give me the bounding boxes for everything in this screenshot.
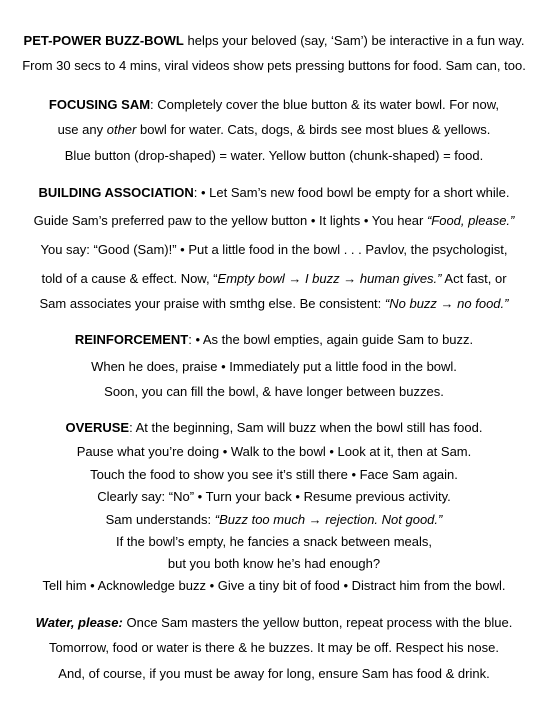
overuse-line-7: but you both know he’s had enough? xyxy=(167,556,381,571)
overuse-line-2: Pause what you’re doing • Walk to the bowl • Look at it, then at Sam. xyxy=(76,444,472,459)
focusing-line-2-b: bowl for water. Cats, dogs, & birds see most blues & yellows. xyxy=(136,122,491,137)
building-line-5-quote: “No buzz → no food.” xyxy=(384,296,509,311)
focusing-line-2-emphasis: other xyxy=(106,122,137,137)
reinforcement-line-1-text: : • As the bowl empties, again guide Sam to buzz. xyxy=(188,332,474,347)
intro-line-1-text: helps your beloved (say, ‘Sam’) be interactive in a fun way. xyxy=(183,33,525,48)
building-line-5 xyxy=(0,295,548,312)
building-line-4-quote: Empty bowl → I buzz → human gives.” xyxy=(217,271,442,286)
reinforcement-line-3: Soon, you can fill the bowl, & have longer between buzzes. xyxy=(104,384,444,399)
focusing-line-1-text: : Completely cover the blue button & its water bowl. For now, xyxy=(150,97,500,112)
water-line-1 xyxy=(0,614,548,631)
focusing-line-2-a: use any xyxy=(57,122,107,137)
building-heading: BUILDING ASSOCIATION xyxy=(38,185,194,200)
water-line-2: Tomorrow, food or water is there & he buzzes. It may be off. Respect his nose. xyxy=(49,640,499,655)
focusing-line-2 xyxy=(0,121,548,138)
focusing-line-1 xyxy=(0,96,548,113)
building-line-2-a: Guide Sam’s preferred paw to the yellow button • It lights • You hear xyxy=(33,213,427,228)
reinforcement-heading: REINFORCEMENT xyxy=(74,332,189,347)
focusing-heading: FOCUSING SAM xyxy=(48,97,151,112)
reinforcement-line-2: When he does, praise • Immediately put a little food in the bowl. xyxy=(91,359,457,374)
water-line-1-text: Once Sam masters the yellow button, repeat process with the blue. xyxy=(122,615,513,630)
overuse-line-8: Tell him • Acknowledge buzz • Give a tiny bit of food • Distract him from the bowl. xyxy=(42,578,506,593)
overuse-line-1 xyxy=(0,419,548,436)
product-title: PET-POWER BUZZ-BOWL xyxy=(23,33,184,48)
building-line-5-a: Sam associates your praise with smthg else. Be consistent: xyxy=(39,296,385,311)
water-heading: Water, please: xyxy=(35,615,123,630)
building-line-2-quote: “Food, please.” xyxy=(426,213,515,228)
overuse-line-6: If the bowl’s empty, he fancies a snack between meals, xyxy=(115,534,433,549)
water-line-3: And, of course, if you must be away for long, ensure Sam has food & drink. xyxy=(58,666,490,681)
overuse-line-3: Touch the food to show you see it’s still there • Face Sam again. xyxy=(90,467,458,482)
reinforcement-line-1 xyxy=(0,331,548,348)
intro-line-2: From 30 secs to 4 mins, viral videos show pets pressing buttons for food. Sam can, too. xyxy=(22,58,526,73)
overuse-heading: OVERUSE xyxy=(65,420,130,435)
building-line-4-b: Act fast, or xyxy=(441,271,507,286)
overuse-line-5-quote: “Buzz too much → rejection. Not good.” xyxy=(214,512,443,527)
focusing-line-3: Blue button (drop-shaped) = water. Yellow button (chunk-shaped) = food. xyxy=(64,148,484,163)
intro-line-1 xyxy=(0,32,548,49)
overuse-line-1-text: : At the beginning, Sam will buzz when the bowl still has food. xyxy=(129,420,483,435)
overuse-line-5 xyxy=(0,511,548,528)
overuse-line-4: Clearly say: “No” • Turn your back • Resume previous activity. xyxy=(97,489,451,504)
overuse-line-5-a: Sam understands: xyxy=(105,512,215,527)
building-line-1 xyxy=(0,184,548,201)
building-line-4 xyxy=(0,270,548,287)
building-line-2 xyxy=(0,212,548,229)
building-line-4-a: told of a cause & effect. Now, “ xyxy=(41,271,218,286)
building-line-1-text: : • Let Sam’s new food bowl be empty for a short while. xyxy=(193,185,510,200)
building-line-3: You say: “Good (Sam)!” • Put a little food in the bowl . . . Pavlov, the psychologist, xyxy=(40,242,508,257)
